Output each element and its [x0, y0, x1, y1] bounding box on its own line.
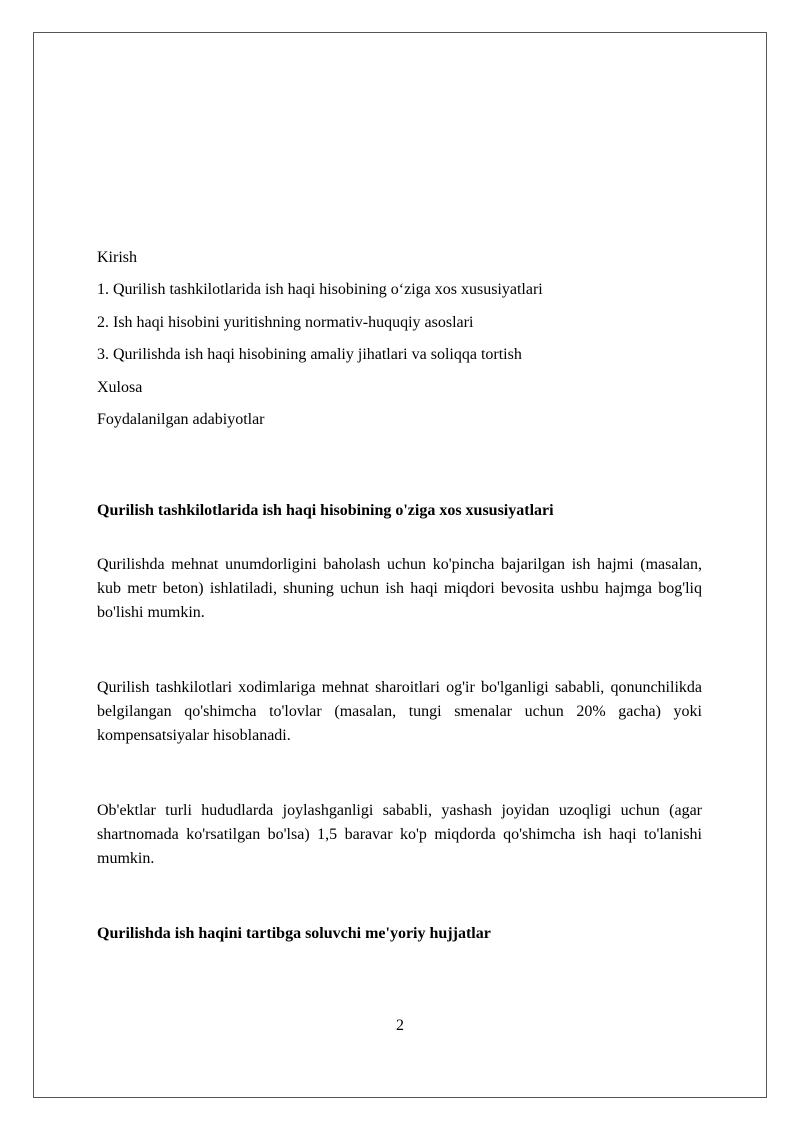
table-of-contents — [97, 242, 702, 436]
toc-item-chapter-1: 1. Qurilish tashkilotlarida ish haqi hisobining o‘ziga xos xususiyatlari — [97, 281, 543, 299]
toc-item-chapter-3: 3. Qurilishda ish haqi hisobining amaliy jihatlari va soliqqa tortish — [97, 346, 522, 364]
toc-item-references: Foydalanilgan adabiyotlar — [97, 411, 265, 429]
section-heading-2: Qurilishda ish haqini tartibga soluvchi me'yoriy hujjatlar — [97, 925, 491, 942]
paragraph-2: Qurilish tashkilotlari xodimlariga mehnat sharoitlari og'ir bo'lganligi sababli, qonunchilikda belgilangan qo'shimcha to'lovlar (masalan, tungi smenalar uchun 20% gacha) yoki kompensatsiyalar hisoblanadi. — [97, 679, 702, 744]
page-number: 2 — [396, 1017, 404, 1034]
paragraph-3: Ob'ektlar turli hududlarda joylashganligi sababli, yashash joyidan uzoqligi uchun (agar shartnomada ko'rsatilgan bo'lsa) 1,5 baravar ko'p miqdorda qo'shimcha ish haqi to'lanishi mumkin. — [97, 802, 702, 867]
section-heading-1: Qurilish tashkilotlarida ish haqi hisobining o'ziga xos xususiyatlari — [97, 502, 554, 519]
toc-item-conclusion: Xulosa — [97, 378, 143, 396]
toc-item-introduction: Kirish — [97, 249, 137, 266]
toc-item-chapter-2: 2. Ish haqi hisobini yuritishning normativ-huquqiy asoslari — [97, 313, 474, 331]
paragraph-1: Qurilishda mehnat unumdorligini baholash uchun ko'pincha bajarilgan ish hajmi (masalan, kub metr beton) ishlatiladi, shuning uchun ish haqi miqdori bevosita ushbu hajmga bog'liq bo'lishi mumkin. — [97, 556, 702, 621]
